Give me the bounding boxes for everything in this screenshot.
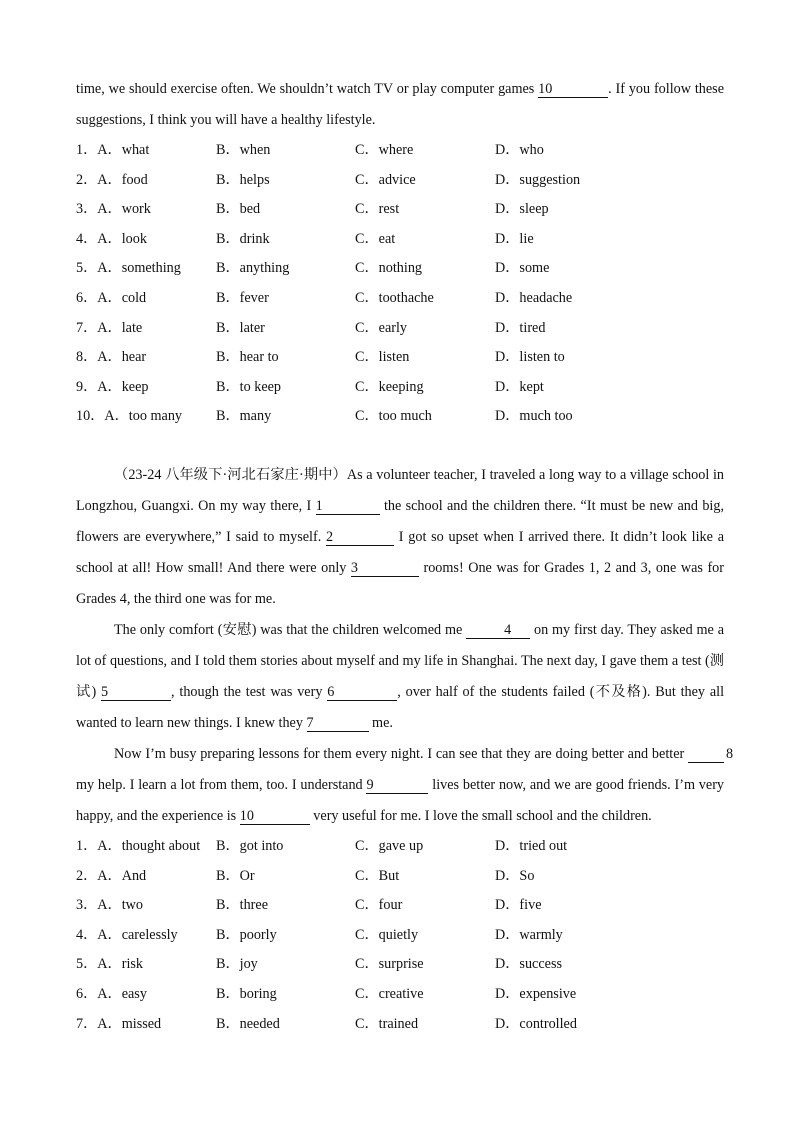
option-a: 4．A．look [76, 230, 147, 247]
option-b: B．later [216, 319, 265, 336]
passage-text: on my first day. They asked me a [533, 621, 724, 638]
option-b: B．fever [216, 289, 269, 306]
option-row [76, 314, 724, 344]
option-a: 5．A．risk [76, 956, 143, 973]
passage2-line [76, 646, 724, 677]
option-a: 4．A．carelessly [76, 926, 178, 943]
option-b: B．anything [216, 260, 290, 277]
option-c: C．quietly [355, 926, 419, 943]
option-d: D．success [495, 956, 562, 973]
option-c: C．early [355, 319, 408, 336]
passage1-line [76, 105, 724, 136]
option-row [76, 921, 724, 951]
passage-text: . If you follow these [608, 81, 724, 97]
option-row [76, 832, 724, 862]
option-d: D．sleep [495, 201, 549, 218]
option-c: C．toothache [355, 289, 434, 306]
option-d: D．tired [495, 319, 546, 336]
passage-text: , though the test was very [171, 683, 323, 700]
passage-text: happy, and the experience is [76, 807, 237, 824]
option-c: C．surprise [355, 956, 424, 973]
passage-text: （23-24 八年级下·河北石家庄·期中）As a volunteer teacher, I traveled a long way to a village school in [114, 466, 724, 483]
worksheet-page [76, 74, 734, 1039]
blank-6: 6 [327, 684, 397, 701]
option-a: 1．A．what [76, 142, 150, 158]
option-row [76, 980, 724, 1010]
blank-3: 3 [351, 560, 419, 577]
option-c: C．nothing [355, 260, 423, 277]
passage-text: very useful for me. I love the small school and the children. [313, 807, 652, 824]
option-d: D．expensive [495, 985, 577, 1002]
option-d: D．some [495, 260, 550, 277]
option-a: 6．A．cold [76, 289, 147, 306]
blank-7: 7 [307, 715, 369, 732]
passage2-line [76, 584, 724, 615]
passage2-line [76, 739, 734, 770]
option-d: D．controlled [495, 1015, 577, 1032]
passage-text: school at all! How small! And there were only [76, 559, 347, 576]
passage-text: 试) [76, 683, 97, 700]
passage-text: wanted to learn new things. I knew they [76, 714, 303, 731]
option-a: 7．A．missed [76, 1015, 162, 1032]
option-d: D．who [495, 142, 544, 158]
option-c: C．rest [355, 201, 400, 218]
option-a: 3．A．two [76, 897, 143, 914]
option-b: B．when [216, 142, 271, 158]
option-row [76, 862, 724, 892]
option-b: B．boring [216, 985, 277, 1002]
passage-text: me. [372, 714, 393, 731]
option-row [76, 343, 724, 373]
passage-text: Longzhou, Guangxi. On my way there, I [76, 497, 312, 514]
option-d: D．five [495, 897, 542, 914]
blank-2: 2 [326, 529, 394, 546]
option-row [76, 891, 724, 921]
blank-5: 5 [101, 684, 171, 701]
option-row [76, 136, 724, 166]
option-b: B．Or [216, 867, 255, 884]
passage-text: lot of questions, and I told them stories about myself and my life in Shanghai. The next day, I gave them a test (测 [76, 652, 724, 669]
option-row [76, 254, 724, 284]
option-b: B．to keep [216, 378, 282, 395]
passage2-line [76, 460, 724, 491]
passage2-line [76, 615, 724, 646]
option-row [76, 195, 724, 225]
passage1-line [76, 74, 724, 105]
option-row [76, 166, 724, 196]
option-a: 2．A．food [76, 171, 148, 188]
option-c: C．advice [355, 171, 416, 188]
passage2-line [76, 677, 724, 708]
passage2-line [76, 801, 724, 832]
passage-text: time, we should exercise often. We shouldn’t watch TV or play computer games [76, 81, 535, 97]
passage2-line [76, 553, 724, 584]
option-d: D．So [495, 867, 535, 884]
option-row [76, 225, 724, 255]
options-list-2 [76, 832, 724, 1039]
options-list-1 [76, 136, 724, 432]
passage-2 [76, 460, 734, 832]
passage-text: rooms! One was for Grades 1, 2 and 3, one was for [423, 559, 725, 576]
option-b: B．hear to [216, 349, 279, 366]
option-b: B．many [216, 408, 272, 425]
option-c: C．where [355, 142, 414, 158]
option-c: C．too much [355, 408, 432, 425]
passage-text: suggestions, I think you will have a healthy lifestyle. [76, 112, 376, 128]
passage-text: The only comfort (安慰) was that the children welcomed me [114, 621, 463, 638]
passage-text: flowers are everywhere,” I said to myself. [76, 528, 322, 545]
option-c: C．four [355, 897, 403, 914]
passage-text: Now I’m busy preparing lessons for them every night. I can see that they are doing better and better [114, 745, 685, 762]
option-a: 3．A．work [76, 201, 151, 218]
option-a: 6．A．easy [76, 985, 147, 1002]
option-c: C．keeping [355, 378, 424, 395]
blank-4: 4 [466, 622, 530, 639]
option-d: D．suggestion [495, 171, 581, 188]
option-d: D．kept [495, 378, 544, 395]
option-c: C．But [355, 867, 400, 884]
passage-text: the school and the children there. “It must be new and big, [383, 497, 724, 514]
option-b: B．bed [216, 201, 261, 218]
option-a: 1．A．thought about [76, 837, 201, 854]
blank-9: 9 [366, 777, 428, 794]
passage2-line [76, 522, 724, 553]
option-a: 9．A．keep [76, 378, 149, 395]
option-row [76, 950, 724, 980]
passage2-line [76, 708, 724, 739]
option-a: 2．A．And [76, 867, 147, 884]
option-c: C．gave up [355, 837, 424, 854]
blank-1: 1 [316, 498, 380, 515]
option-c: C．trained [355, 1015, 419, 1032]
option-b: B．three [216, 897, 269, 914]
option-b: B．got into [216, 837, 284, 854]
option-b: B．helps [216, 171, 270, 188]
option-d: D．listen to [495, 349, 565, 366]
option-d: D．headache [495, 289, 573, 306]
passage-text: my help. I learn a lot from them, too. I understand [76, 776, 363, 793]
blank-8: 8 [688, 746, 724, 763]
option-row [76, 402, 724, 432]
option-d: D．warmly [495, 926, 563, 943]
option-b: B．needed [216, 1015, 280, 1032]
option-c: C．creative [355, 985, 424, 1002]
blank-10: 10 [240, 808, 310, 825]
option-c: C．eat [355, 230, 396, 247]
option-d: D．lie [495, 230, 534, 247]
option-a: 10．A．too many [76, 408, 183, 425]
option-c: C．listen [355, 349, 410, 366]
option-row [76, 1010, 724, 1040]
passage-text: lives better now, and we are good friends. I’m very [432, 776, 725, 793]
option-a: 5．A．something [76, 260, 181, 277]
passage-text: Grades 4, the third one was for me. [76, 590, 276, 607]
blank-10: 10 [538, 81, 608, 98]
option-d: D．much too [495, 408, 573, 425]
option-row [76, 284, 724, 314]
option-a: 7．A．late [76, 319, 143, 336]
passage-text: , over half of the students failed (不及格). But they all [397, 683, 725, 700]
option-b: B．poorly [216, 926, 277, 943]
option-b: B．drink [216, 230, 270, 247]
option-b: B．joy [216, 956, 258, 973]
option-d: D．tried out [495, 837, 568, 854]
passage2-line [76, 491, 724, 522]
passage-text: I got so upset when I arrived there. It didn’t look like a [398, 528, 724, 545]
passage2-line [76, 770, 724, 801]
option-row [76, 373, 724, 403]
option-a: 8．A．hear [76, 349, 147, 366]
